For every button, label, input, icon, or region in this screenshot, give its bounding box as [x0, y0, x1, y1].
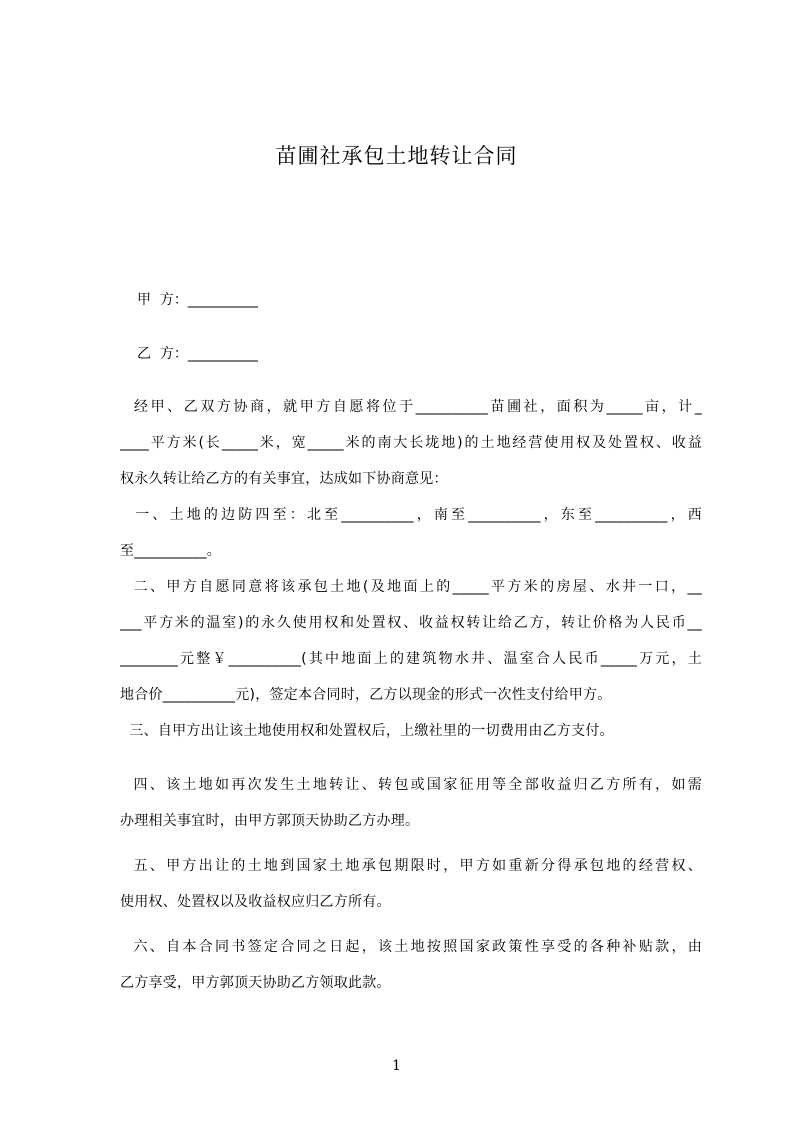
clause-4-future-transfer [120, 767, 702, 839]
party-b-line: 乙 方：__________ [137, 346, 258, 362]
text-line: ________元整￥__________(其中地面上的建筑物水井、温室合人民币_____万元，土 [120, 651, 702, 667]
page-number: 1 [392, 1058, 401, 1074]
clause-2-transfer-price [120, 569, 702, 713]
text-line: 至__________。 [120, 543, 221, 559]
text-line: 六、自本合同书签定合同之日起，该土地按照国家政策性享受的各种补贴款，由 [120, 939, 702, 955]
text-line: 经甲、乙双方协商，就甲方自愿将位于__________苗圃社，面积为_____亩，计_ [120, 399, 702, 415]
clause-1-boundaries [120, 497, 702, 569]
text-line: 二、甲方自愿同意将该承包土地(及地面上的_____平方米的房屋、水井一口，__ [120, 579, 702, 595]
paragraph-preamble [120, 389, 702, 497]
text-line: 乙方享受，甲方郭顶天协助乙方领取此款。 [120, 975, 391, 991]
text-line: 地合价__________元)，签定本合同时，乙方以现金的形式一次性支付给甲方。 [120, 687, 612, 703]
text-line: 权永久转让给乙方的有关事宜，达成如下协商意见： [120, 471, 448, 487]
text-line: ___平方米的温室)的永久使用权和处置权、收益权转让给乙方，转让价格为人民币__ [120, 615, 702, 631]
text-line: ____平方米(长_____米，宽_____米的南大长垅地)的土地经营使用权及处置权、收益 [120, 435, 702, 451]
text-line: 使用权、处置权以及收益权应归乙方所有。 [120, 894, 391, 910]
party-a-line: 甲 方：__________ [137, 292, 258, 308]
clause-6-subsidies [120, 929, 702, 1001]
text-line: 四、该土地如再次发生土地转让、转包或国家征用等全部收益归乙方所有，如需 [120, 777, 702, 793]
text-line: 办理相关事宜时，由甲方郭顶天协助乙方办理。 [120, 813, 420, 829]
text-line: 一、土地的边防四至：北至__________，南至__________，东至__________，西 [120, 507, 702, 523]
text-line: 三、自甲方出让该土地使用权和处置权后，上缴社里的一切费用由乙方支付。 [120, 723, 614, 739]
document-title: 苗圃社承包土地转让合同 [275, 144, 518, 168]
clause-5-contract-term [120, 848, 702, 920]
clause-3-fees [120, 713, 702, 749]
text-line: 五、甲方出让的土地到国家土地承包期限时，甲方如重新分得承包地的经营权、 [120, 858, 702, 874]
